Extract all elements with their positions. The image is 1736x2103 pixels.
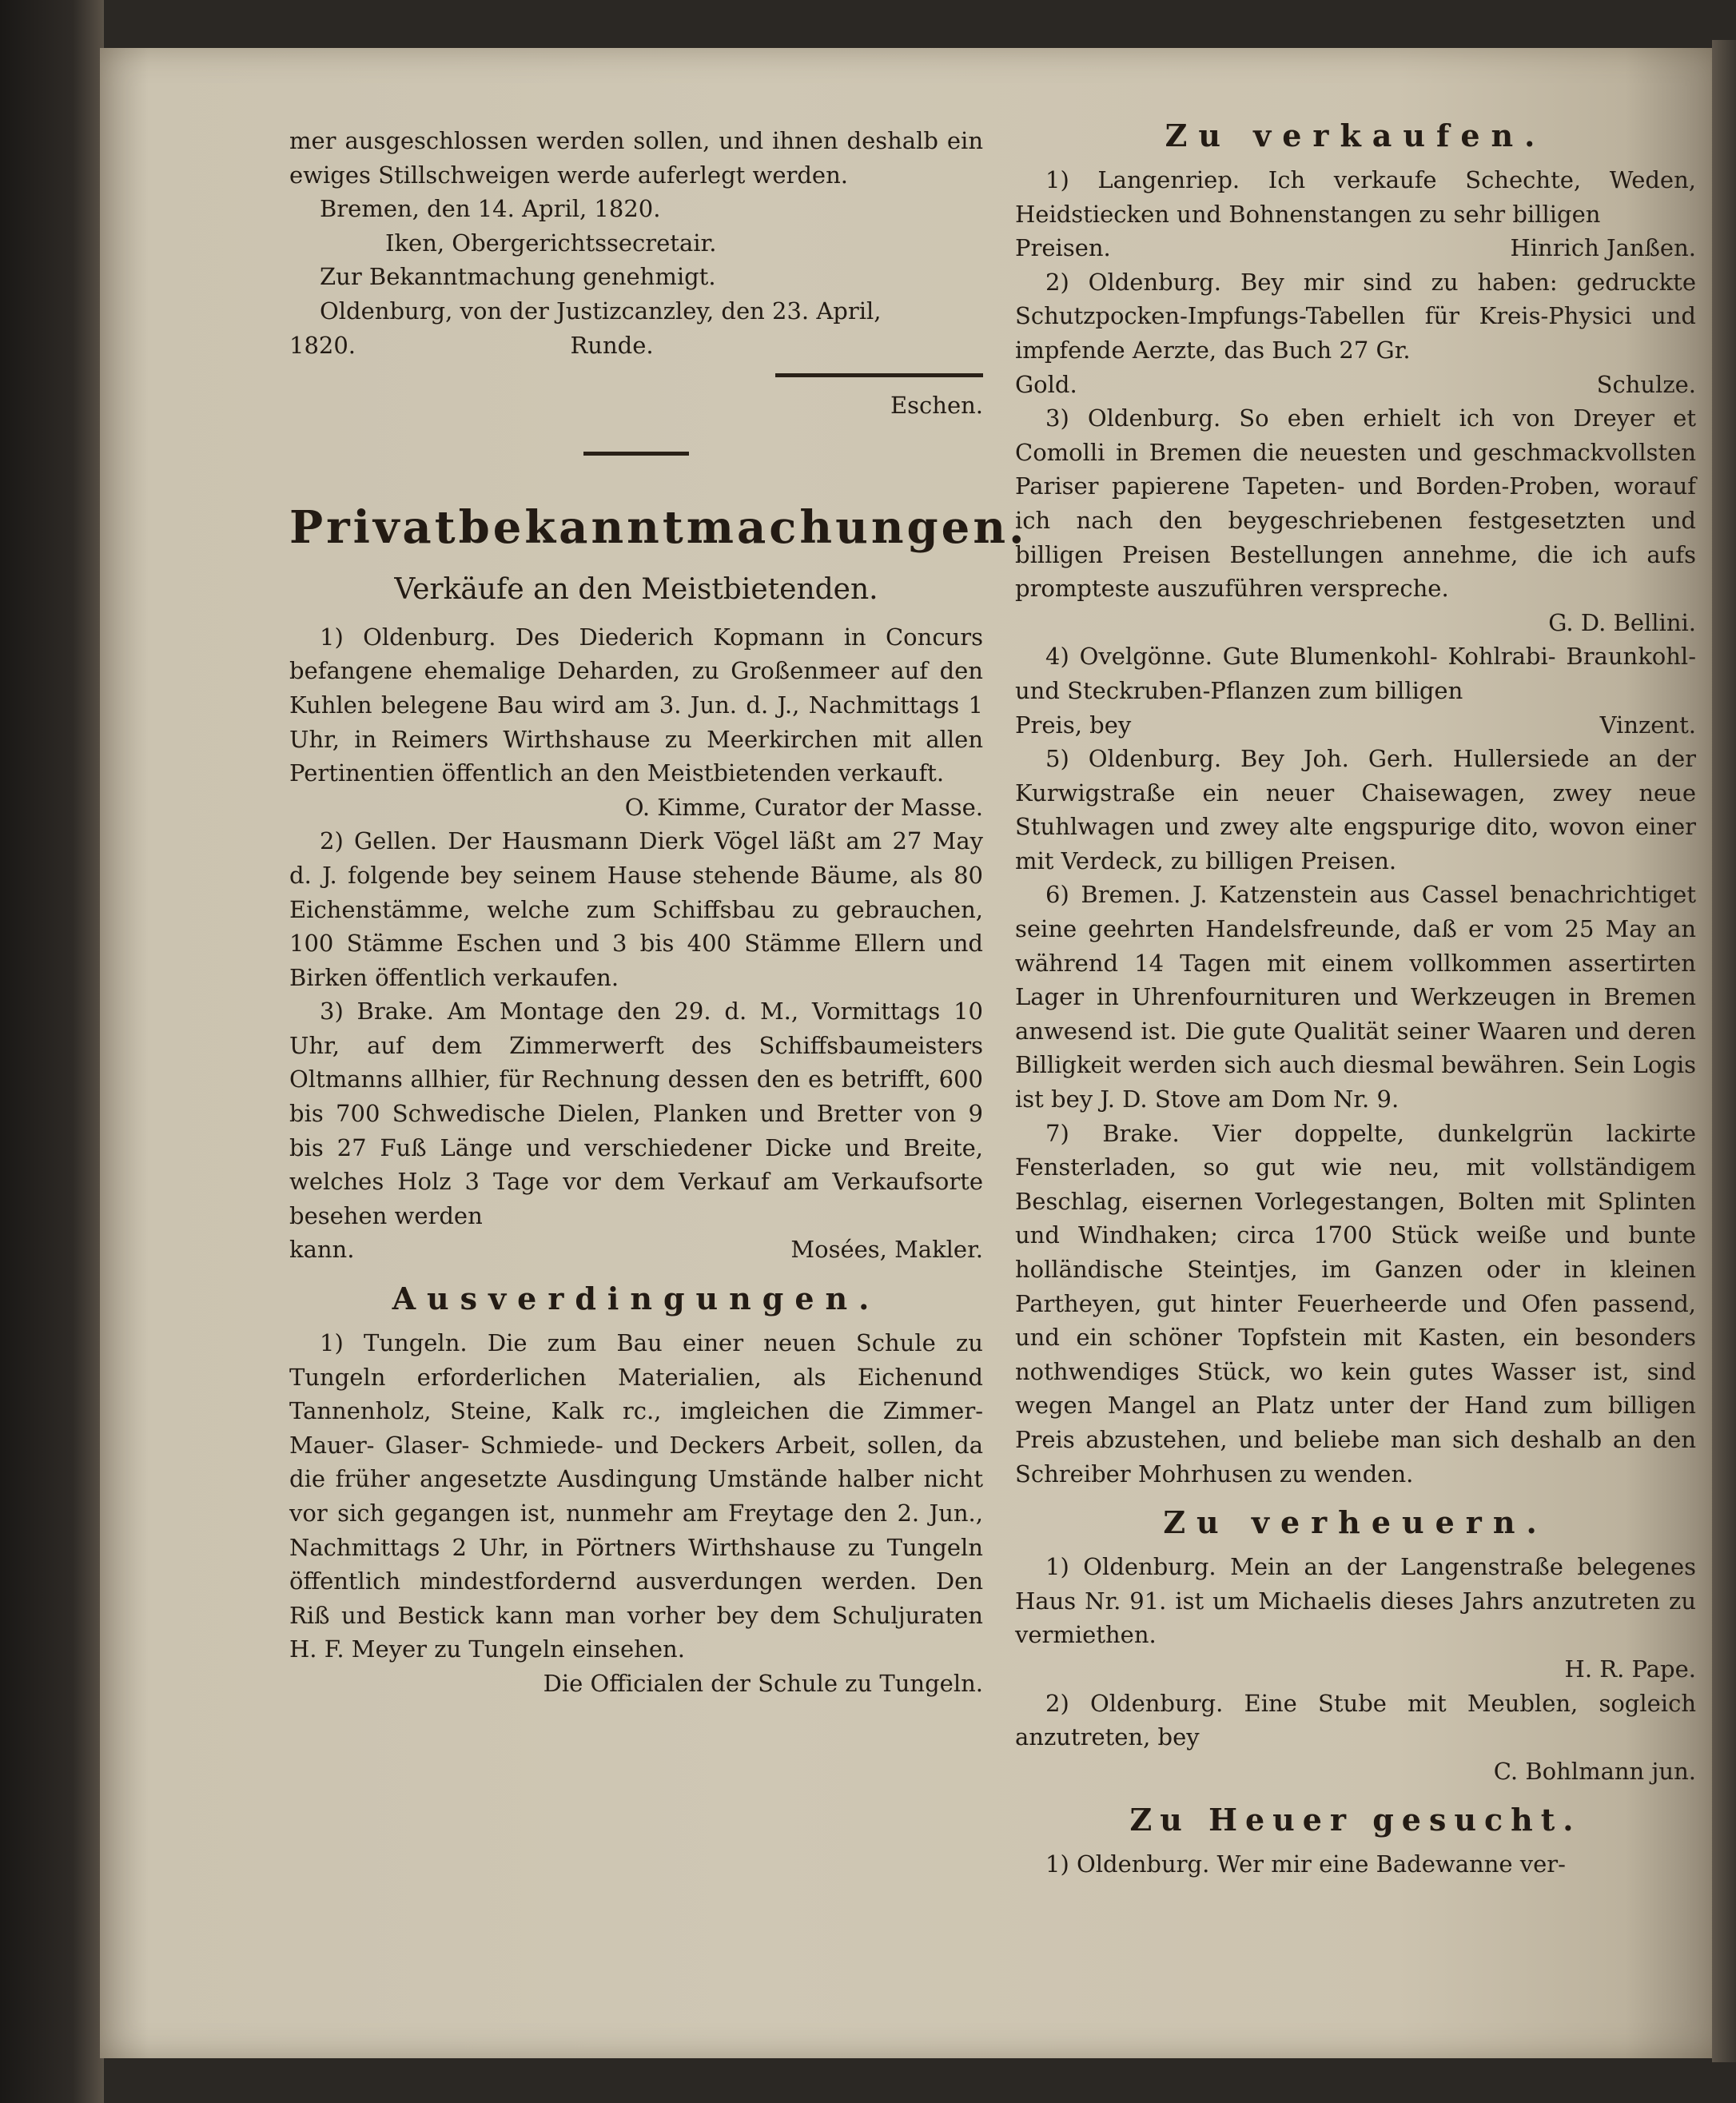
divider-rule [775,373,983,377]
court-year-line [289,329,983,363]
verkauf-6: 6) Bremen. J. Katzenstein aus Cassel benachrichtiget seine geehrten Handelsfreunde, daß er vom 25 May an während 14 Tagen mit einem vollkommen assertirten Lager in Uhrenfournituren und Werkzeugen in Bremen anwesend ist. Die gute Qualität seiner Waaren und deren Billigkeit werden sich auch diesmal bewähren. Sein Logis ist bey J. D. Stove am Dom Nr. 9. [1015,881,1696,1113]
verheuern-1-signature: H. R. Pape. [1564,1655,1696,1683]
verkauf-2-end-line [1015,368,1696,402]
section-rule [583,452,689,456]
verkauf-4: 4) Ovelgönne. Gute Blumenkohl- Kohlrabi- Braunkohl- und Steckruben-Pflanzen zum billigen [1015,643,1696,704]
sale-1-signature: O. Kimme, Curator der Masse. [624,793,983,821]
verkauf-5: 5) Oldenburg. Bey Joh. Gerh. Hullersiede an der Kurwigstraße ein neuer Chaisewagen, zwey neue Stuhlwagen und zwey alte engspurige dito, wovon einer mit Verdeck, zu billigen Preisen. [1015,745,1696,874]
section-zu-verkaufen: Zu verkaufen. [1165,117,1547,153]
sale-1: 1) Oldenburg. Des Diederich Kopmann in Concurs befangene ehemalige Deharden, zu Großenmeer auf den Kuhlen belegene Bau wird am 3. Jun. d. J., Nachmittags 1 Uhr, in Reimers Wirthshause zu Meerkirchen mit allen Pertinentien öffentlich an den Meistbietenden verkauft. [289,623,983,787]
sale-3: 3) Brake. Am Montage den 29. d. M., Vormittags 10 Uhr, auf dem Zimmerwerft des Schiffsbaumeisters Oltmanns allhier, für Rechnung dessen den es betrifft, 600 bis 700 Schwedische Dielen, Planken und Bretter von 9 bis 27 Fuß Länge und verschiedener Dicke und Breite, welches Holz 3 Tage vor dem Verkauf am Verkaufsorte besehen werden [289,998,983,1229]
sale-3-end-line [289,1233,983,1267]
facing-page-edge [1712,40,1736,2062]
approval-line: Zur Bekanntmachung genehmigt. [320,263,716,291]
ausverdingung-1: 1) Tungeln. Die zum Bau einer neuen Schule zu Tungeln erforderlichen Materialien, als Eichenund Tannenholz, Steine, Kalk rc., imgleichen die Zimmer- Mauer- Glaser- Schmiede- und Deckers Arbeit, sollen, da die früher angesetzte Ausdingung Umstände halber nicht vor sich gegangen ist, nunmehr am Freytage den 2. Jun., Nachmittags 2 Uhr, in Pörtners Wirthshause zu Tungeln öffentlich mindestfordernd ausverdungen werden. Den Riß und Bestick kann man vorher bey dem Schuljuraten H. F. Meyer zu Tungeln einsehen. [289,1329,983,1663]
book-spine [0,0,104,2103]
verkauf-1: 1) Langenriep. Ich verkaufe Schechte, Weden, Heidstiecken und Bohnenstangen zu sehr billigen [1015,166,1696,228]
verkauf-1-signature: Hinrich Janßen. [1510,234,1696,262]
verkauf-2: 2) Oldenburg. Bey mir sind zu haben: gedruckte Schutzpocken-Impfungs-Tabellen für Kreis-Physici und impfende Aerzte, das Buch 27 Gr. [1015,268,1696,364]
verheuern-2-signature: C. Bohlmann jun. [1493,1757,1696,1785]
verkauf-4-end-line [1015,708,1696,743]
sale-3-end: kann. [289,1236,355,1264]
verkauf-4-end: Preis, bey [1015,711,1132,739]
verkauf-1-end-line [1015,231,1696,265]
place-date: Bremen, den 14. April, 1820. [320,195,661,223]
section-ausverdingungen: Ausverdingungen. [392,1281,881,1317]
court-year: 1820. [289,331,356,359]
subtitle: Verkäufe an den Meistbietenden. [394,572,878,606]
verkauf-7: 7) Brake. Vier doppelte, dunkelgrün lackirte Fensterladen, so gut wie neu, mit vollständigem Beschlag, eisernen Vorlegestangen, Bolten mit Splinten und Windhaken; circa 1700 Stück weiße und bunte holländische Steintjes, im Ganzen oder in kleinen Partheyen, gut hinter Feuerheerde und Ofen passend, und ein schöner Topfstein mit Kasten, ein besonders nothwendiges Stück, wo kein gutes Wasser ist, sind wegen Mangel an Platz unter der Hand zum billigen Preis abzustehen, und beliebe man sich deshalb an den Schreiber Mohrhusen zu wenden. [1015,1119,1696,1488]
verkauf-2-end: Gold. [1015,370,1077,398]
verheuern-1: 1) Oldenburg. Mein an der Langenstraße belegenes Haus Nr. 91. ist um Michaelis dieses Jahrs anzutreten zu vermiethen. [1015,1553,1696,1649]
section-zu-heuer-gesucht: Zu Heuer gesucht. [1129,1802,1582,1838]
right-column [1015,112,1696,1882]
signer: Iken, Obergerichtssecretair. [385,229,717,257]
verkauf-3: 3) Oldenburg. So eben erhielt ich von Dreyer et Comolli in Bremen die neuesten und geschmackvollsten Pariser papierene Tapeten- und Borden-Proben, worauf ich nach den beygeschriebenen festgesetzten und billigen Preisen Bestellungen annehme, die ich aufs prompteste auszuführen verspreche. [1015,404,1696,603]
court-name: Runde. [570,331,654,359]
sale-2: 2) Gellen. Der Hausmann Dierk Vögel läßt am 27 May d. J. folgende bey seinem Hause stehende Bäume, als 80 Eichenstämme, welche zum Schiffsbau zu gebrauchen, 100 Stämme Eschen und 3 bis 400 Stämme Ellern und Birken öffentlich verkaufen. [289,827,983,991]
verkauf-3-signature: G. D. Bellini. [1548,608,1696,636]
verkauf-2-signature: Schulze. [1596,370,1696,398]
verkauf-4-signature: Vinzent. [1599,711,1696,739]
gesucht-1: 1) Oldenburg. Wer mir eine Badewanne ver- [1045,1850,1566,1878]
verheuern-2: 2) Oldenburg. Eine Stube mit Meublen, sogleich anzutreten, bey [1015,1689,1696,1751]
section-zu-verheuern: Zu verheuern. [1163,1504,1548,1541]
sale-3-signature: Mosées, Makler. [790,1236,983,1264]
intro-text: mer ausgeschlossen werden sollen, und ihnen deshalb ein ewiges Stillschweigen werde auferlegt werden. [289,127,983,189]
court-signature: Eschen. [890,392,983,420]
verkauf-1-end: Preisen. [1015,234,1111,262]
page-title: Privatbekanntmachungen. [289,500,1028,554]
ausverdingung-1-signature: Die Officialen der Schule zu Tungeln. [543,1669,983,1697]
court-line: Oldenburg, von der Justizcanzley, den 23. April, [320,297,882,325]
left-column [289,124,1028,1701]
